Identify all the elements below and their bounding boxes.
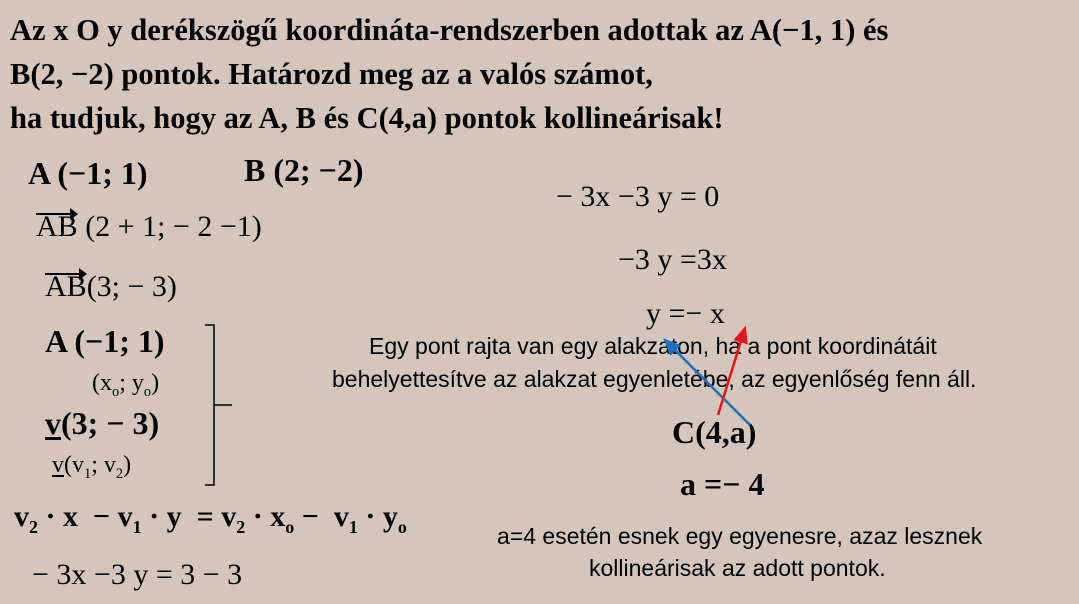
point-a-repeat: A (−1; 1) <box>45 323 165 359</box>
point-a: A (−1; 1) <box>28 155 148 191</box>
direction-vector-generic-label: v <box>52 452 64 478</box>
vector-ab-label-2: AB <box>45 270 87 303</box>
conclusion-line-1: a=4 esetén esnek egy egyenesre, azaz lesznek <box>497 523 983 549</box>
point-c: C(4,a) <box>672 414 757 450</box>
direction-vector-generic: $v(v_1$; $v_2$) <box>52 452 132 482</box>
conclusion-line-2: kollineárisak az adott pontok. <box>589 555 886 581</box>
direction-vector-label: v <box>45 405 61 441</box>
vector-ab-label: AB <box>36 210 78 243</box>
equation-1: − 3x −3 y = 0 <box>556 180 720 213</box>
problem-line-3: ha tudjuk, hogy az A, B és C(4,a) pontok kollineárisak! <box>10 101 724 135</box>
vector-ab-result-coords: (3; − 3) <box>86 270 177 303</box>
direction-vector-coords: (3; − 3) <box>61 405 160 441</box>
problem-line-1: Az x O y derékszögű koordináta-rendszerben adottak az A(−1, 1) és <box>10 13 889 47</box>
line-equation-general: $v_2 \cdot x - v_1 \cdot y = v_2 \cdot x_o - v_1 \cdot y_o$ <box>14 500 407 537</box>
note-line-1: Egy pont rajta van egy alakzaton, ha a pont koordinátáit <box>369 333 937 359</box>
point-b: B (2; −2) <box>244 152 364 188</box>
substituted-equation: − 3x −3 y = 3 − 3 <box>32 558 243 591</box>
equation-3: y =− x <box>646 297 725 330</box>
vector-ab-coords: (2 + 1; − 2 −1) <box>77 210 262 243</box>
equation-2: −3 y =3x <box>618 243 727 276</box>
answer: a =− 4 <box>680 466 765 502</box>
point-coords-generic: ($x_o$; $y_o$) <box>92 370 160 400</box>
problem-line-2: B(2, −2) pontok. Határozd meg az a valós számot, <box>10 57 653 91</box>
red-arrow <box>718 328 745 415</box>
note-line-2: behelyettesítve az alakzat egyenletébe, az egyenlőség fenn áll. <box>332 366 977 392</box>
